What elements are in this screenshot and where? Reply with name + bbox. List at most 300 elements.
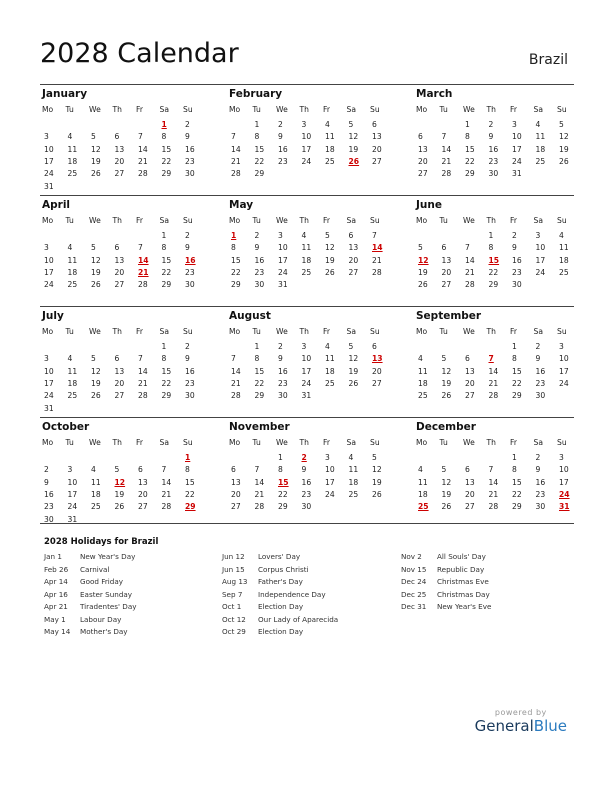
holiday-name: Election Day xyxy=(258,627,304,636)
day-cell: 10 xyxy=(44,366,54,376)
day-cell: 22 xyxy=(185,489,195,499)
day-cell: 5 xyxy=(559,120,564,129)
brand-footer xyxy=(475,708,567,735)
holiday-name: Our Lady of Aparecida xyxy=(258,614,339,624)
day-cell: 30 xyxy=(254,280,265,290)
weekday-header: We xyxy=(276,216,288,225)
holiday-name: Lovers' Day xyxy=(258,552,301,561)
day-cell: 26 xyxy=(114,502,125,512)
holiday-name: Christmas Day xyxy=(437,589,490,599)
holiday-name: Independence Day xyxy=(258,589,326,599)
day-cell: 1 xyxy=(254,342,260,351)
day-cell: 21 xyxy=(138,378,148,388)
holiday-date: Dec 31 xyxy=(401,602,427,611)
weekday-header: Sa xyxy=(533,105,543,114)
day-cell: 25 xyxy=(535,156,546,166)
day-cell: 18 xyxy=(535,144,546,154)
day-cell: 4 xyxy=(418,465,423,475)
day-cell: 5 xyxy=(348,342,354,351)
day-cell: 7 xyxy=(441,132,447,142)
day-cell: 14 xyxy=(138,144,148,154)
day-cell: 14 xyxy=(465,255,475,265)
day-cell: 25 xyxy=(67,280,78,290)
month-name: August xyxy=(229,310,271,322)
day-cell: 16 xyxy=(278,144,288,154)
holiday-day-cell: 1 xyxy=(161,120,167,129)
day-cell: 14 xyxy=(488,477,499,487)
day-cell: 7 xyxy=(161,465,167,475)
day-cell: 5 xyxy=(91,132,96,142)
day-cell: 7 xyxy=(231,354,236,364)
day-cell: 27 xyxy=(348,267,359,277)
weekday-header: Mo xyxy=(416,438,428,447)
day-cell: 18 xyxy=(91,489,101,499)
weekday-header: Th xyxy=(112,216,122,225)
day-cell: 3 xyxy=(559,453,564,462)
day-cell: 30 xyxy=(185,280,195,290)
day-cell: 11 xyxy=(535,132,546,142)
day-cell: 29 xyxy=(161,391,172,401)
day-cell: 7 xyxy=(231,132,236,142)
day-cell: 1 xyxy=(465,120,470,129)
day-cell: 15 xyxy=(185,477,195,487)
day-cell: 27 xyxy=(231,502,241,512)
day-cell: 9 xyxy=(254,243,260,253)
day-cell: 17 xyxy=(535,255,546,265)
holiday-date: Nov 2 xyxy=(401,552,422,561)
weekday-header: Tu xyxy=(252,438,261,447)
holiday-day-cell: 13 xyxy=(372,354,383,364)
day-cell: 25 xyxy=(301,267,312,277)
day-cell: 8 xyxy=(465,132,470,142)
day-cell: 27 xyxy=(465,391,475,401)
weekday-header: We xyxy=(276,327,288,336)
day-cell: 27 xyxy=(114,280,125,290)
day-cell: 16 xyxy=(185,366,195,376)
day-cell: 29 xyxy=(161,169,172,179)
day-cell: 23 xyxy=(512,267,522,277)
holiday-day-cell: 26 xyxy=(348,156,360,166)
day-cell: 12 xyxy=(559,132,569,142)
weekday-header: Tu xyxy=(439,438,448,447)
day-cell: 20 xyxy=(465,489,475,499)
weekday-header: Sa xyxy=(346,438,356,447)
day-cell: 14 xyxy=(231,144,241,154)
day-cell: 29 xyxy=(161,280,172,290)
powered-by-text: powered by xyxy=(494,708,547,717)
weekday-header: Tu xyxy=(439,216,448,225)
day-cell: 15 xyxy=(161,144,172,154)
day-cell: 1 xyxy=(512,453,517,462)
day-cell: 18 xyxy=(301,255,312,265)
day-cell: 23 xyxy=(301,489,312,499)
day-cell: 3 xyxy=(535,231,541,240)
day-cell: 10 xyxy=(278,243,288,253)
weekday-header: Th xyxy=(486,438,496,447)
day-cell: 30 xyxy=(535,502,546,512)
day-cell: 17 xyxy=(44,378,54,388)
brand-part-a: General xyxy=(474,717,534,735)
holiday-name: Good Friday xyxy=(80,577,123,586)
weekday-header: Fr xyxy=(510,438,517,447)
day-cell: 14 xyxy=(441,144,452,154)
day-cell: 22 xyxy=(488,267,499,277)
weekday-header: Th xyxy=(299,438,309,447)
day-cell: 2 xyxy=(535,453,541,462)
day-cell: 17 xyxy=(559,366,569,376)
weekday-header: Fr xyxy=(136,438,143,447)
day-cell: 21 xyxy=(161,489,172,499)
holiday-item xyxy=(401,577,491,590)
day-cell: 6 xyxy=(465,354,470,364)
day-cell: 3 xyxy=(301,120,307,129)
holiday-date: Oct 12 xyxy=(222,614,246,624)
day-cell: 23 xyxy=(488,156,499,166)
day-cell: 29 xyxy=(512,391,522,401)
holiday-date: Oct 29 xyxy=(222,627,246,636)
weekday-header: Mo xyxy=(229,438,241,447)
holiday-item xyxy=(44,627,137,640)
day-cell: 8 xyxy=(512,354,517,364)
day-cell: 10 xyxy=(67,477,78,487)
weekday-header: Sa xyxy=(533,438,543,447)
day-cell: 9 xyxy=(185,132,190,142)
weekday-header: Tu xyxy=(252,216,261,225)
holiday-day-cell: 15 xyxy=(488,255,500,265)
day-cell: 28 xyxy=(138,280,148,290)
holiday-item xyxy=(401,602,491,615)
day-cell: 26 xyxy=(418,280,428,290)
day-cell: 10 xyxy=(301,354,312,364)
holiday-date: May 14 xyxy=(44,627,71,636)
day-cell: 11 xyxy=(67,255,78,265)
day-cell: 20 xyxy=(372,144,382,154)
day-cell: 8 xyxy=(161,132,167,142)
month-name: February xyxy=(229,88,283,100)
day-cell: 8 xyxy=(185,465,190,475)
weekday-header: Th xyxy=(112,105,122,114)
day-cell: 18 xyxy=(559,255,569,265)
weekday-header: We xyxy=(89,438,101,447)
holiday-item xyxy=(222,602,338,615)
weekday-header: Tu xyxy=(252,327,261,336)
day-cell: 25 xyxy=(325,378,335,388)
day-cell: 11 xyxy=(559,243,569,253)
day-cell: 3 xyxy=(44,354,49,364)
weekday-header: Mo xyxy=(229,327,241,336)
day-cell: 22 xyxy=(512,378,522,388)
day-cell: 31 xyxy=(301,391,312,401)
holiday-item xyxy=(222,552,338,565)
holiday-date: Dec 24 xyxy=(401,577,427,586)
holiday-name: Corpus Christi xyxy=(258,564,309,574)
day-cell: 26 xyxy=(441,502,452,512)
day-cell: 30 xyxy=(512,280,522,290)
day-cell: 4 xyxy=(559,231,564,240)
holiday-day-cell: 15 xyxy=(278,477,289,487)
weekday-header: Fr xyxy=(323,105,330,114)
day-cell: 9 xyxy=(185,354,190,364)
day-cell: 12 xyxy=(91,255,101,265)
day-cell: 17 xyxy=(67,489,78,499)
holiday-column xyxy=(44,552,137,640)
weekday-header: We xyxy=(463,216,475,225)
day-cell: 11 xyxy=(67,366,78,376)
day-cell: 12 xyxy=(441,477,452,487)
day-cell: 20 xyxy=(465,378,475,388)
day-cell: 6 xyxy=(114,132,120,142)
day-cell: 20 xyxy=(138,489,148,499)
weekday-header: Th xyxy=(112,327,122,336)
day-cell: 19 xyxy=(114,489,125,499)
day-cell: 11 xyxy=(91,477,101,487)
day-cell: 1 xyxy=(254,120,260,129)
holiday-name: Father's Day xyxy=(258,577,303,586)
holiday-item xyxy=(44,590,137,603)
day-cell: 1 xyxy=(488,231,494,240)
weekday-header: Mo xyxy=(229,216,241,225)
day-cell: 21 xyxy=(231,156,241,166)
weekday-header: Tu xyxy=(65,327,74,336)
day-cell: 28 xyxy=(138,169,148,179)
holiday-date: Sep 7 xyxy=(222,589,243,599)
weekday-header: Th xyxy=(299,105,309,114)
month-name: April xyxy=(42,199,71,211)
page-title: 2028 Calendar xyxy=(40,38,239,69)
day-cell: 19 xyxy=(348,144,359,154)
day-cell: 6 xyxy=(138,465,143,475)
weekday-header: We xyxy=(463,105,475,114)
holiday-date: Jun 12 xyxy=(222,552,245,561)
day-cell: 21 xyxy=(231,378,241,388)
day-cell: 17 xyxy=(301,144,312,154)
day-cell: 16 xyxy=(254,255,265,265)
day-cell: 27 xyxy=(372,378,382,388)
day-cell: 11 xyxy=(67,144,78,154)
day-cell: 27 xyxy=(114,169,125,179)
holiday-date: Nov 15 xyxy=(401,564,427,574)
day-cell: 15 xyxy=(254,144,265,154)
day-cell: 31 xyxy=(44,181,54,191)
weekday-header: Th xyxy=(299,216,309,225)
day-cell: 17 xyxy=(512,144,522,154)
day-cell: 26 xyxy=(348,378,359,388)
day-cell: 14 xyxy=(231,366,241,376)
day-cell: 21 xyxy=(465,267,475,277)
holiday-item xyxy=(222,577,338,590)
day-cell: 24 xyxy=(301,156,312,166)
day-cell: 25 xyxy=(418,391,428,401)
brand-part-b: Blue xyxy=(533,717,567,735)
day-cell: 25 xyxy=(67,391,78,401)
weekday-header: Mo xyxy=(42,105,54,114)
day-cell: 2 xyxy=(278,120,283,129)
day-cell: 26 xyxy=(325,267,335,277)
day-cell: 7 xyxy=(488,465,494,475)
day-cell: 16 xyxy=(301,477,312,487)
weekday-header: Su xyxy=(370,327,380,336)
holiday-date: Dec 25 xyxy=(401,589,427,599)
day-cell: 13 xyxy=(114,366,125,376)
day-cell: 5 xyxy=(91,354,96,364)
weekday-header: Mo xyxy=(42,438,54,447)
day-cell: 22 xyxy=(512,489,522,499)
weekday-header: Fr xyxy=(323,327,330,336)
day-cell: 18 xyxy=(418,378,428,388)
day-cell: 27 xyxy=(114,391,125,401)
day-cell: 19 xyxy=(372,477,382,487)
holiday-name: Christmas Eve xyxy=(437,577,489,586)
day-cell: 4 xyxy=(325,342,330,351)
day-cell: 4 xyxy=(325,120,330,129)
day-cell: 3 xyxy=(44,243,49,253)
day-cell: 30 xyxy=(535,391,546,401)
weekday-header: Fr xyxy=(136,327,143,336)
weekday-header: We xyxy=(89,327,101,336)
day-cell: 25 xyxy=(348,489,359,499)
day-cell: 3 xyxy=(67,465,73,475)
day-cell: 29 xyxy=(465,169,475,179)
day-cell: 5 xyxy=(348,120,354,129)
day-cell: 5 xyxy=(91,243,96,253)
day-cell: 18 xyxy=(325,366,335,376)
holiday-date: Jan 1 xyxy=(44,552,62,561)
day-cell: 10 xyxy=(301,132,312,142)
day-cell: 5 xyxy=(372,453,377,462)
holiday-item xyxy=(44,615,137,628)
day-cell: 24 xyxy=(325,489,335,499)
holiday-name: Easter Sunday xyxy=(80,589,133,599)
day-cell: 26 xyxy=(441,391,452,401)
day-cell: 13 xyxy=(372,132,382,142)
weekday-header: Su xyxy=(370,216,380,225)
weekday-header: Mo xyxy=(42,327,54,336)
weekday-header: Mo xyxy=(229,105,241,114)
day-cell: 18 xyxy=(67,267,78,277)
divider xyxy=(40,523,574,524)
day-cell: 7 xyxy=(254,465,260,475)
day-cell: 19 xyxy=(418,267,428,277)
day-cell: 18 xyxy=(67,156,78,166)
holiday-item xyxy=(44,552,137,565)
holiday-day-cell: 2 xyxy=(301,453,307,462)
day-cell: 16 xyxy=(488,144,499,154)
day-cell: 6 xyxy=(418,132,423,142)
day-cell: 3 xyxy=(278,231,283,240)
holiday-column xyxy=(401,552,491,615)
day-cell: 10 xyxy=(535,243,546,253)
weekday-header: We xyxy=(276,438,288,447)
holiday-name: Carnival xyxy=(80,564,110,574)
day-cell: 13 xyxy=(441,255,452,265)
day-cell: 30 xyxy=(185,391,195,401)
day-cell: 4 xyxy=(91,465,96,475)
holiday-item xyxy=(222,590,338,603)
day-cell: 8 xyxy=(254,132,260,142)
day-cell: 28 xyxy=(231,169,241,179)
day-cell: 23 xyxy=(254,267,265,277)
day-cell: 28 xyxy=(488,502,499,512)
weekday-header: Tu xyxy=(439,327,448,336)
month-name: November xyxy=(229,421,290,433)
day-cell: 15 xyxy=(512,477,522,487)
holiday-day-cell: 29 xyxy=(185,502,196,512)
holiday-day-cell: 12 xyxy=(418,255,429,265)
holiday-name: Labour Day xyxy=(80,614,122,624)
day-cell: 20 xyxy=(441,267,452,277)
day-cell: 2 xyxy=(278,342,283,351)
weekday-header: Sa xyxy=(346,327,356,336)
day-cell: 10 xyxy=(512,132,522,142)
day-cell: 7 xyxy=(372,231,377,240)
weekday-header: We xyxy=(276,105,288,114)
day-cell: 27 xyxy=(441,280,452,290)
day-cell: 6 xyxy=(465,465,470,475)
day-cell: 29 xyxy=(254,391,265,401)
day-cell: 16 xyxy=(535,366,546,376)
day-cell: 10 xyxy=(559,465,569,475)
day-cell: 31 xyxy=(44,403,54,413)
generalblue-logo[interactable] xyxy=(475,717,567,735)
day-cell: 4 xyxy=(348,453,354,462)
day-cell: 26 xyxy=(91,280,101,290)
day-cell: 21 xyxy=(138,156,148,166)
weekday-header: We xyxy=(463,438,475,447)
day-cell: 31 xyxy=(67,514,78,524)
holiday-item xyxy=(44,565,137,578)
month-name: January xyxy=(42,88,88,100)
day-cell: 8 xyxy=(512,465,517,475)
day-cell: 19 xyxy=(559,144,569,154)
day-cell: 17 xyxy=(301,366,312,376)
day-cell: 8 xyxy=(161,243,167,253)
day-cell: 5 xyxy=(441,354,447,364)
day-cell: 24 xyxy=(301,378,312,388)
day-cell: 26 xyxy=(372,489,382,499)
day-cell: 3 xyxy=(512,120,517,129)
calendar-grid xyxy=(40,84,574,528)
month-row xyxy=(40,417,574,528)
day-cell: 9 xyxy=(488,132,494,142)
day-cell: 24 xyxy=(559,378,569,388)
month-row xyxy=(40,84,574,195)
day-cell: 12 xyxy=(372,465,382,475)
day-cell: 20 xyxy=(114,267,125,277)
day-cell: 15 xyxy=(254,366,265,376)
day-cell: 5 xyxy=(418,243,423,253)
weekday-header: Sa xyxy=(159,438,169,447)
weekday-header: Tu xyxy=(65,216,74,225)
day-cell: 24 xyxy=(535,267,546,277)
weekday-header: Fr xyxy=(136,105,143,114)
day-cell: 12 xyxy=(91,366,101,376)
day-cell: 9 xyxy=(535,465,541,475)
day-cell: 10 xyxy=(44,255,54,265)
day-cell: 11 xyxy=(418,366,428,376)
day-cell: 6 xyxy=(114,243,120,253)
holiday-date: Apr 14 xyxy=(44,577,68,586)
day-cell: 23 xyxy=(44,502,54,512)
holiday-item xyxy=(222,627,338,640)
day-cell: 28 xyxy=(488,391,499,401)
day-cell: 24 xyxy=(44,169,54,179)
weekday-header: Mo xyxy=(416,327,428,336)
holiday-date: Feb 26 xyxy=(44,564,69,574)
day-cell: 23 xyxy=(185,267,195,277)
day-cell: 19 xyxy=(91,267,101,277)
weekday-header: Su xyxy=(370,438,380,447)
day-cell: 7 xyxy=(138,132,143,142)
